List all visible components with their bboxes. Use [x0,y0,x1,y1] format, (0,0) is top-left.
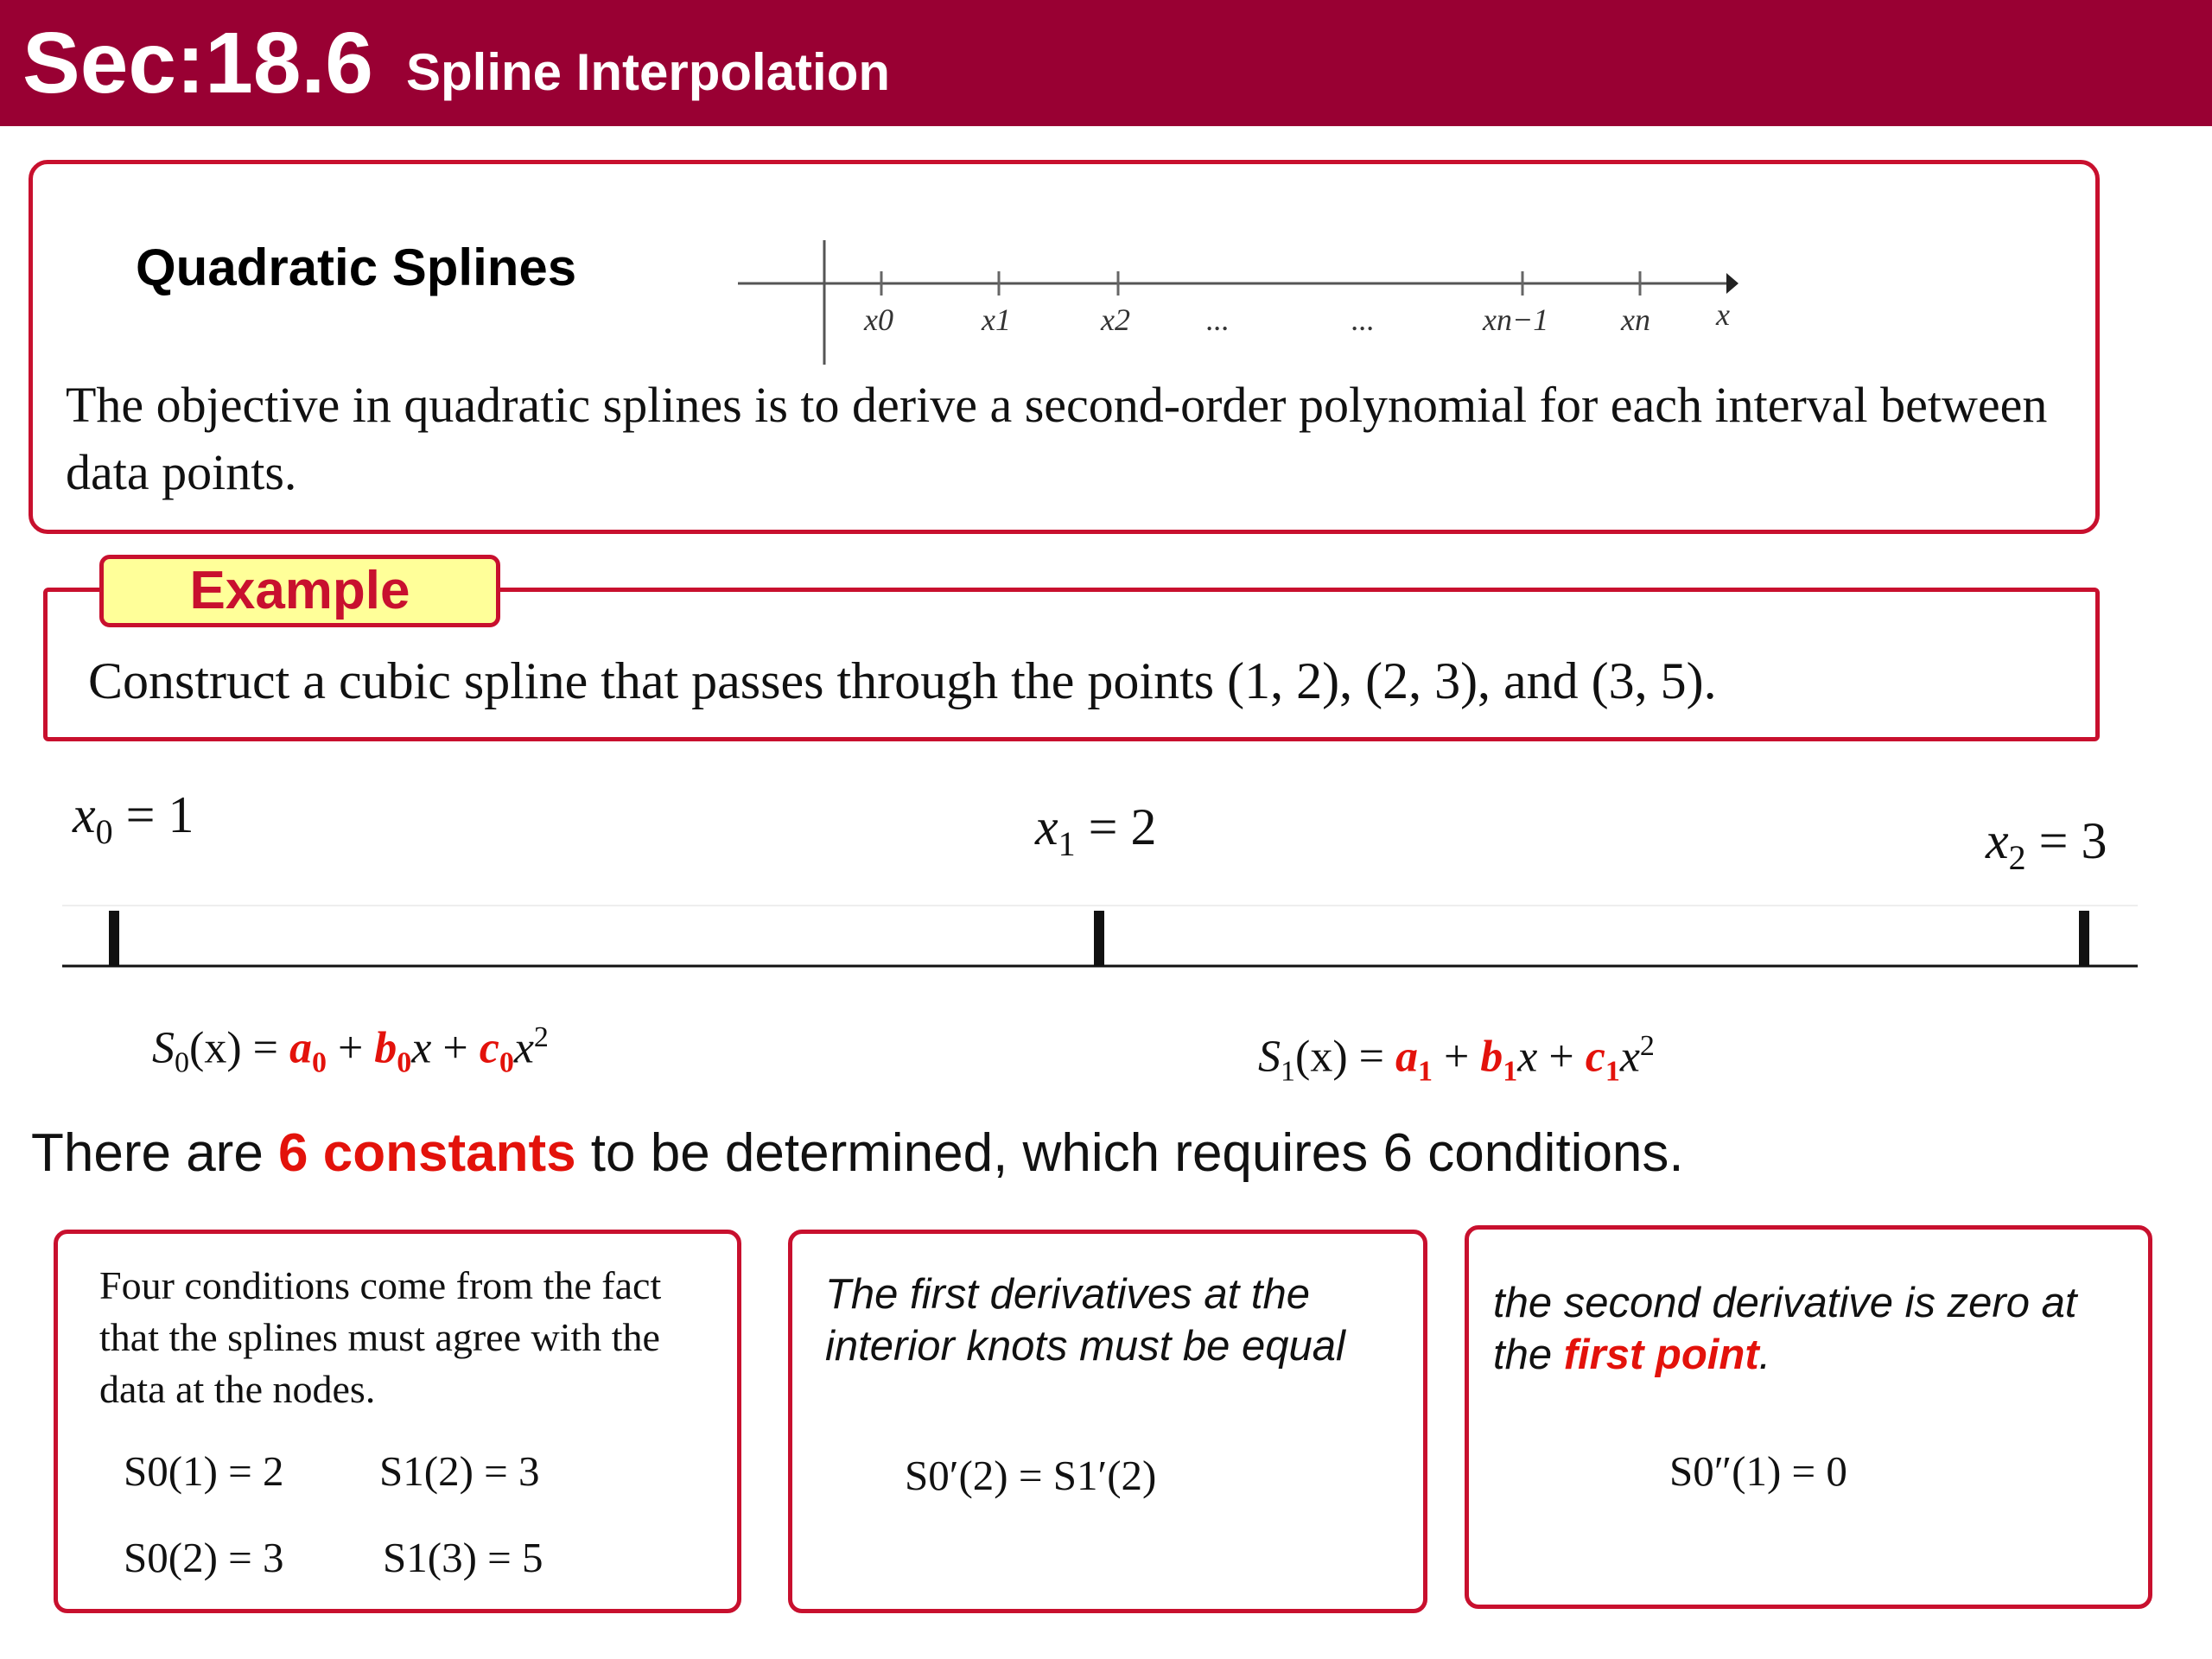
condition-box-second-derivative [1465,1225,2152,1609]
label-x1: x1 [982,302,1011,337]
label-x2: x2 [1101,302,1130,337]
section-number: Sec:18.6 [22,15,373,111]
condition-second-derivative-text: the second derivative is zero at the first point. [1493,1280,2077,1378]
knot-label-x2: $x_2 = 3$ [1986,812,2107,877]
label-dots-2: ... [1351,302,1375,337]
condition-first-derivative-text: The first derivatives at the interior knots must be equal [825,1271,1345,1370]
eq-second-derivative: S0″(1) = 0 [1669,1447,1847,1495]
label-x0: x0 [864,302,893,337]
section-title: Spline Interpolation [406,43,891,101]
eq-s1-3: S1(3) = 5 [383,1534,543,1581]
label-xn: xn [1621,302,1650,337]
condition-nodes-text: Four conditions come from the fact that the splines must agree with the data at the nodes. [99,1263,662,1411]
condition-box-first-derivative [788,1230,1427,1613]
eq-s1-2: S1(2) = 3 [379,1447,540,1495]
label-xn-1: xn−1 [1483,302,1549,337]
quadratic-splines-heading: Quadratic Splines [136,238,577,296]
number-line-diagram [734,233,1754,372]
condition-box-nodes [54,1230,741,1613]
eq-s0-1: S0(1) = 2 [124,1447,284,1495]
spline-s0-equation: $S_0(x) = a_0 + b_0x + c_0x^2$ [152,1021,549,1079]
objective-text: The objective in quadratic splines is to derive a second-order polynomial for each interval between data points. [66,377,2048,500]
interval-diagram [52,899,2143,976]
knot-label-x0: $x_0 = 1$ [73,786,194,851]
example-statement: Construct a cubic spline that passes through the points (1, 2), (2, 3), and (3, 5). [88,652,1717,709]
knot-label-x1: $x_1 = 2$ [1035,798,1157,863]
example-tag: Example [99,555,500,627]
label-dots-1: ... [1206,302,1230,337]
eq-first-derivative: S0′(2) = S1′(2) [905,1452,1157,1499]
label-x-axis: x [1716,297,1730,332]
axis-arrowhead [1726,273,1738,294]
eq-s0-2: S0(2) = 3 [124,1534,284,1581]
constants-sentence: There are 6 constants to be determined, which requires 6 conditions. [31,1123,1684,1183]
spline-s1-equation: $S_1(x) = a_1 + b_1x + c_1x^2$ [1258,1030,1655,1088]
